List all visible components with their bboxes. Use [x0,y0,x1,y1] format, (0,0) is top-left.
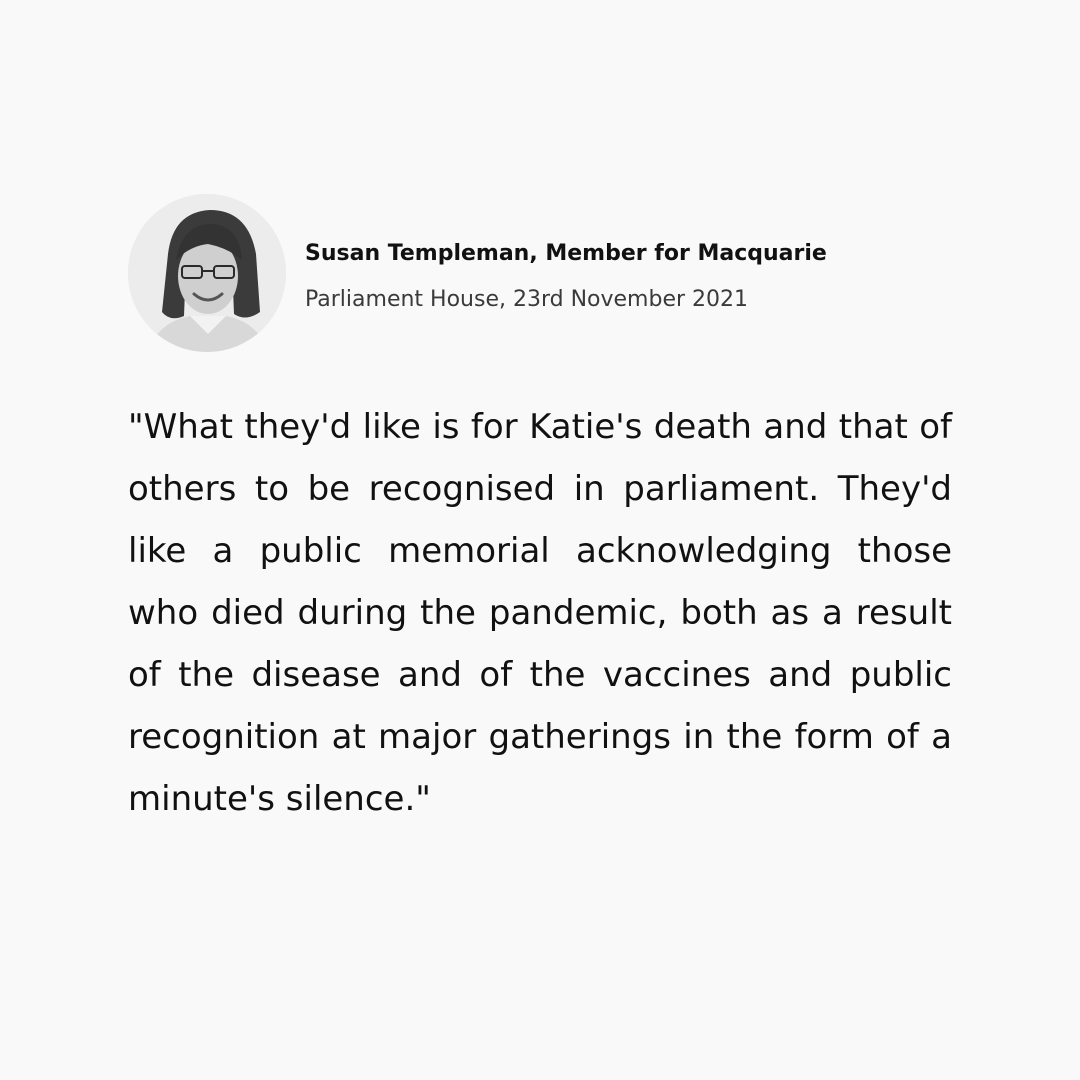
author-name: Susan Templeman, Member for Macquarie [305,241,827,266]
quote-attribution [128,194,952,352]
author-location-date: Parliament House, 23rd November 2021 [305,287,749,312]
avatar [128,194,286,352]
quote-text: "What they'd like is for Katie's death and that of others to be recognised in parliament. They'd like a public memorial acknowledging those who died during the pandemic, both as a result of the disease and of the vaccines and public recognition at major gatherings in the form of a minute's silence." [128,407,952,819]
portrait-photo-icon [128,194,286,352]
